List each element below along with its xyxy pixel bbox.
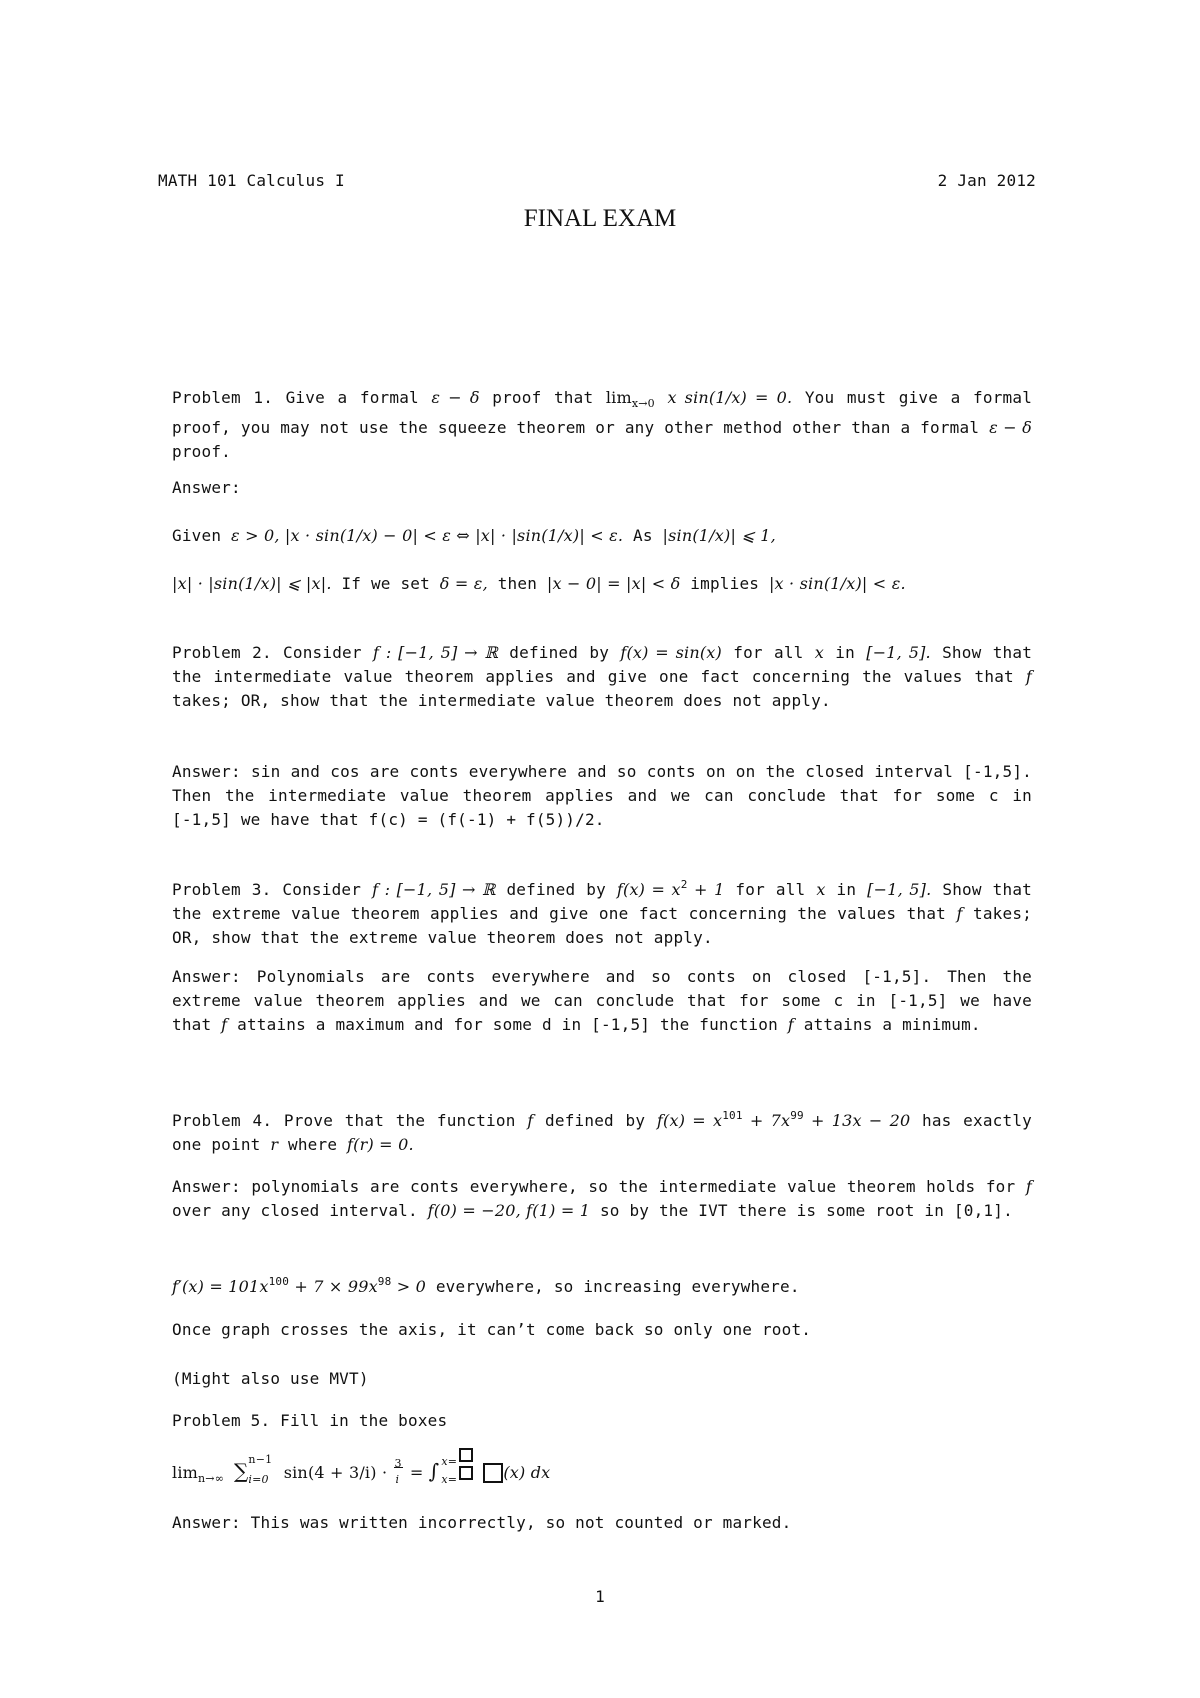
- problem-5-label: Problem 5.: [172, 1411, 271, 1430]
- integral-limits: x= x=: [439, 1454, 483, 1488]
- problem-2: Problem 2. Consider f : [−1, 5] → ℝ defined by f(x) = sin(x) for all x in [−1, 5]. Show that the intermediate value theorem applies and give one fact concerning the values that f takes; OR, show that the intermediate value theorem does not apply.: [172, 643, 1033, 710]
- problem-5-formula: $\lim_{n\to\infty}$ ∑ n−1 i=0 sin(4 + 3/i) · 3 i = ∫ x= x= (x) dx: [172, 1454, 550, 1494]
- integrand-box: [483, 1463, 503, 1483]
- answer-2: Answer: sin and cos are conts everywhere and so conts on on the closed interval [-1,5]. Then the intermediate value theorem applies and we can conclude that for some c in [-1,5] we have that f(c) = (f(-1) + f(5))/2.: [172, 762, 1032, 829]
- problem-3-label: Problem 3.: [172, 880, 272, 899]
- problem-2-label: Problem 2.: [172, 643, 272, 662]
- problem-1: Problem 1. Give a formal ε − δ proof that $\lim_{x\to 0} x$ sin(1/x) = 0. You must give a formal proof, you may not use the squeeze theorem or any other method other than a formal ε − δ proof.: [172, 388, 1033, 461]
- answer-5: Answer: This was written incorrectly, so not counted or marked.: [172, 1513, 792, 1532]
- problem-4: Problem 4. Prove that the function f defined by $f(x) = x^{101} + 7x^{99} + 13x - 20$ has exactly one point r where f(r) = 0.: [172, 1109, 1033, 1154]
- upper-limit-box: [459, 1448, 473, 1462]
- answer-4-derivative: $f'(x) = 101x^{100} + 7 \times 99x^{98} > 0$ everywhere, so increasing everywhere.: [172, 1275, 800, 1296]
- problem-1-label: Problem 1.: [172, 388, 274, 407]
- exam-date: 2 Jan 2012: [937, 171, 1036, 190]
- answer-4-graph-note: Once graph crosses the axis, it can’t come back so only one root.: [172, 1320, 812, 1339]
- answer-4: Answer: polynomials are conts everywhere, so the intermediate value theorem holds for f over any closed interval. f(0) = −20, f(1) = 1 so by the IVT there is some root in [0,1].: [172, 1177, 1032, 1220]
- course-name: MATH 101 Calculus I: [158, 171, 345, 190]
- answer-1-line-1: Given ε > 0, |x · sin(1/x) − 0| < ε ⇔ |x| · |sin(1/x)| < ε. As |sin(1/x)| ⩽ 1,: [172, 526, 776, 545]
- page-number: 1: [595, 1587, 605, 1606]
- lower-limit-box: [459, 1466, 473, 1480]
- problem-5: Problem 5. Fill in the boxes: [172, 1411, 448, 1430]
- answer-1-label: Answer:: [172, 478, 241, 497]
- problem-4-label: Problem 4.: [172, 1111, 273, 1130]
- answer-3: Answer: Polynomials are conts everywhere and so conts on closed [-1,5]. Then the extreme value theorem applies and we can conclude that for some c in [-1,5] we have that f attains a maximum and for some d in [-1,5] the function f attains a minimum.: [172, 967, 1032, 1034]
- answer-4-mvt-note: (Might also use MVT): [172, 1369, 369, 1388]
- problem-3: Problem 3. Consider f : [−1, 5] → ℝ defined by $f(x) = x^2 + 1$ for all x in [−1, 5]. Show that the extreme value theorem applies and give one fact concerning the values that f takes; OR, show that the extreme value theorem does not apply.: [172, 878, 1033, 947]
- page-title: FINAL EXAM: [523, 205, 677, 232]
- answer-1-line-2: |x| · |sin(1/x)| ⩽ |x|. If we set δ = ε, then |x − 0| = |x| < δ implies |x · sin(1/x)| < ε.: [172, 574, 906, 593]
